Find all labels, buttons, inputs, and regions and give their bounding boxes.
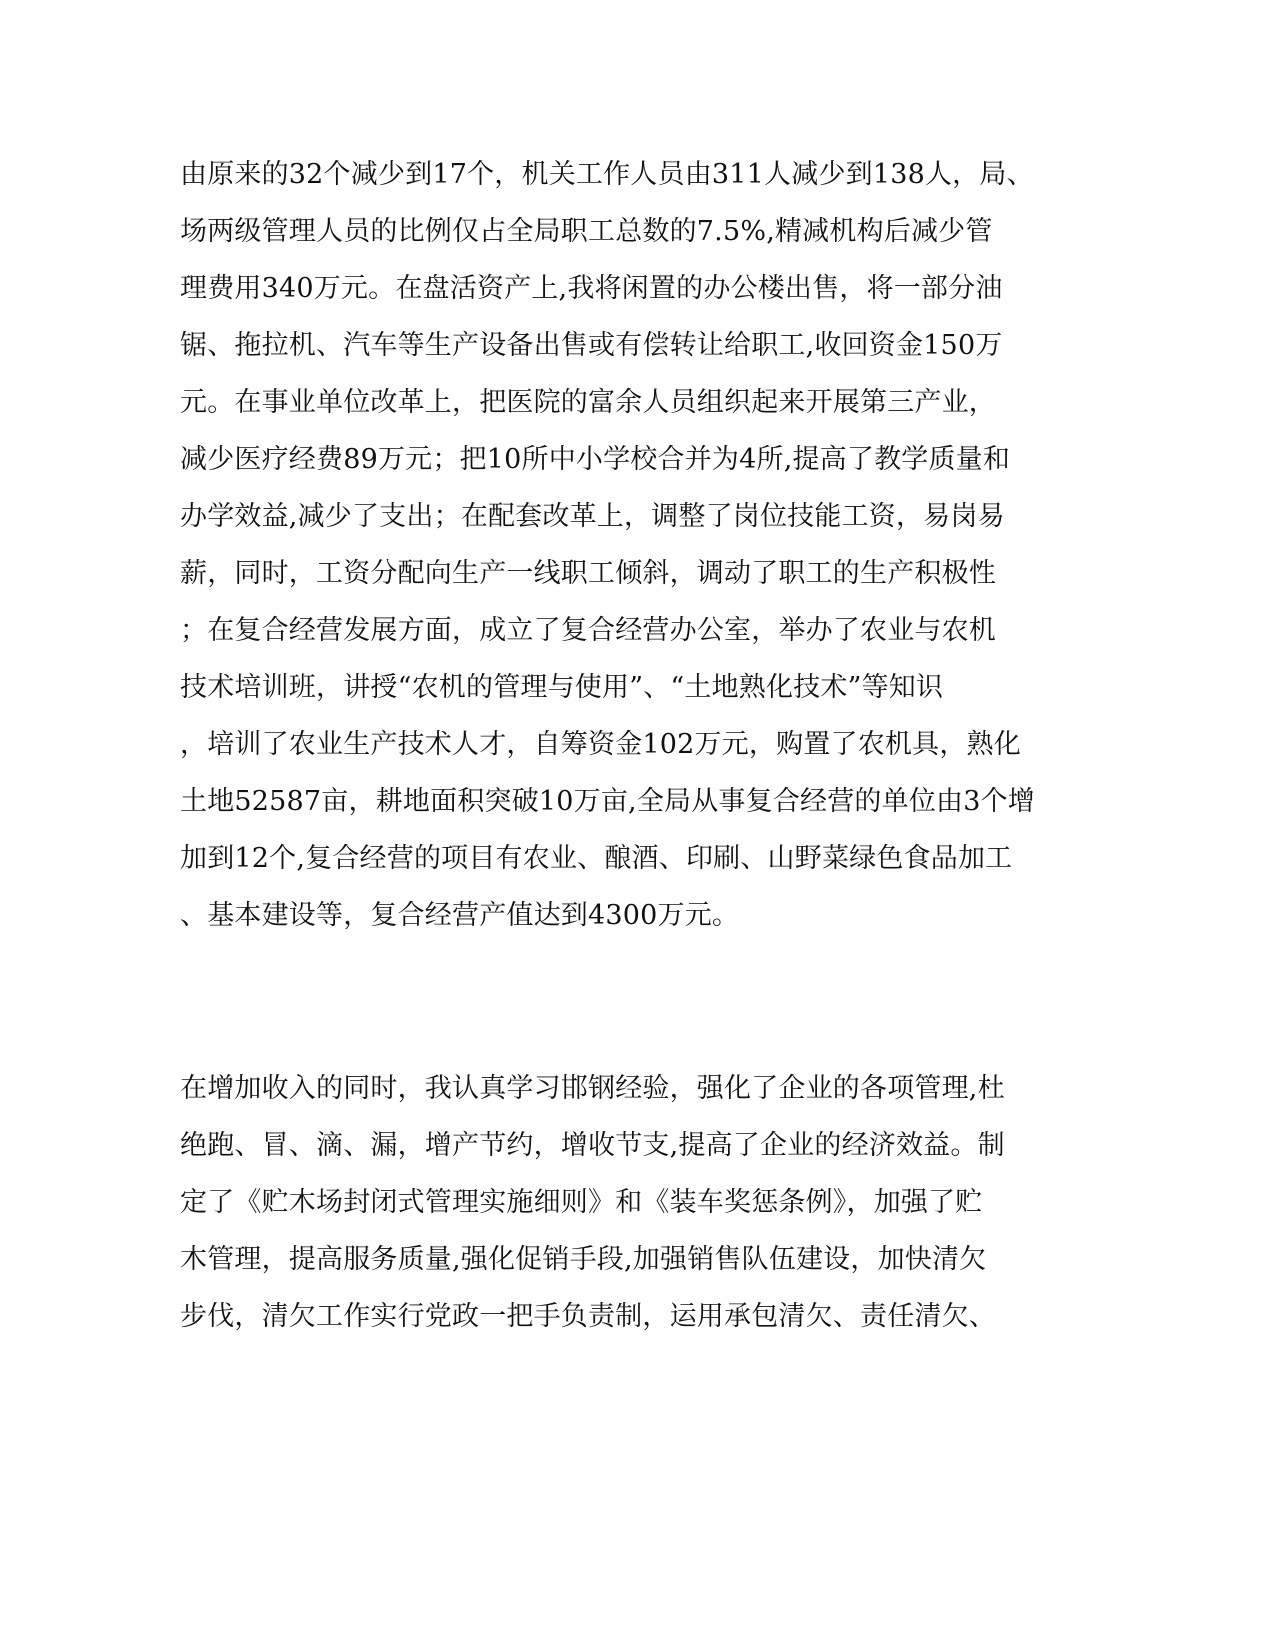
text-line: 步伐，清欠工作实行党政一把手负责制，运用承包清欠、责任清欠、: [180, 1301, 996, 1332]
text-line: 定了《贮木场封闭式管理实施细则》和《装车奖惩条例》，加强了贮: [180, 1187, 983, 1218]
text-line: 土地52587亩，耕地面积突破10万亩,全局从事复合经营的单位由3个增: [180, 786, 1036, 817]
text-line: 薪，同时，工资分配向生产一线职工倾斜，调动了职工的生产积极性: [180, 558, 996, 589]
text-line: 场两级管理人员的比例仅占全局职工总数的7.5%,精减机构后减少管: [180, 216, 993, 247]
text-line: 理费用340万元。在盘活资产上,我将闲置的办公楼出售，将一部分油: [180, 273, 1003, 304]
text-line: 、基本建设等，复合经营产值达到4300万元。: [180, 900, 740, 931]
text-line: 木管理，提高服务质量,强化促销手段,加强销售队伍建设，加快清欠: [180, 1244, 987, 1275]
text-line: 绝跑、冒、滴、漏，增产节约，增收节支,提高了企业的经济效益。制: [180, 1130, 1005, 1161]
text-line: 元。在事业单位改革上，把医院的富余人员组织起来开展第三产业，: [180, 387, 996, 418]
text-line: 在增加收入的同时，我认真学习邯钢经验，强化了企业的各项管理,杜: [180, 1073, 1005, 1104]
text-line: 技术培训班，讲授“农机的管理与使用”、“土地熟化技术”等知识: [180, 672, 944, 703]
text-line: 办学效益,减少了支出；在配套改革上，调整了岗位技能工资，易岗易: [180, 501, 1005, 532]
text-line: 锯、拖拉机、汽车等生产设备出售或有偿转让给职工,收回资金150万: [180, 330, 1003, 361]
paragraph: [180, 1064, 1040, 1349]
text-line: ；在复合经营发展方面，成立了复合经营办公室，举办了农业与农机: [180, 615, 996, 646]
text-line: 加到12个,复合经营的项目有农业、酿酒、印刷、山野菜绿色食品加工: [180, 843, 1013, 874]
text-line: ，培训了农业生产技术人才，自筹资金102万元，购置了农机具，熟化: [180, 729, 1021, 760]
text-line: 由原来的32个减少到17个，机关工作人员由311人减少到138人，局、: [180, 159, 1034, 190]
paragraph: [180, 150, 1040, 948]
text-line: 减少医疗经费89万元；把10所中小学校合并为4所,提高了教学质量和: [180, 444, 1011, 475]
